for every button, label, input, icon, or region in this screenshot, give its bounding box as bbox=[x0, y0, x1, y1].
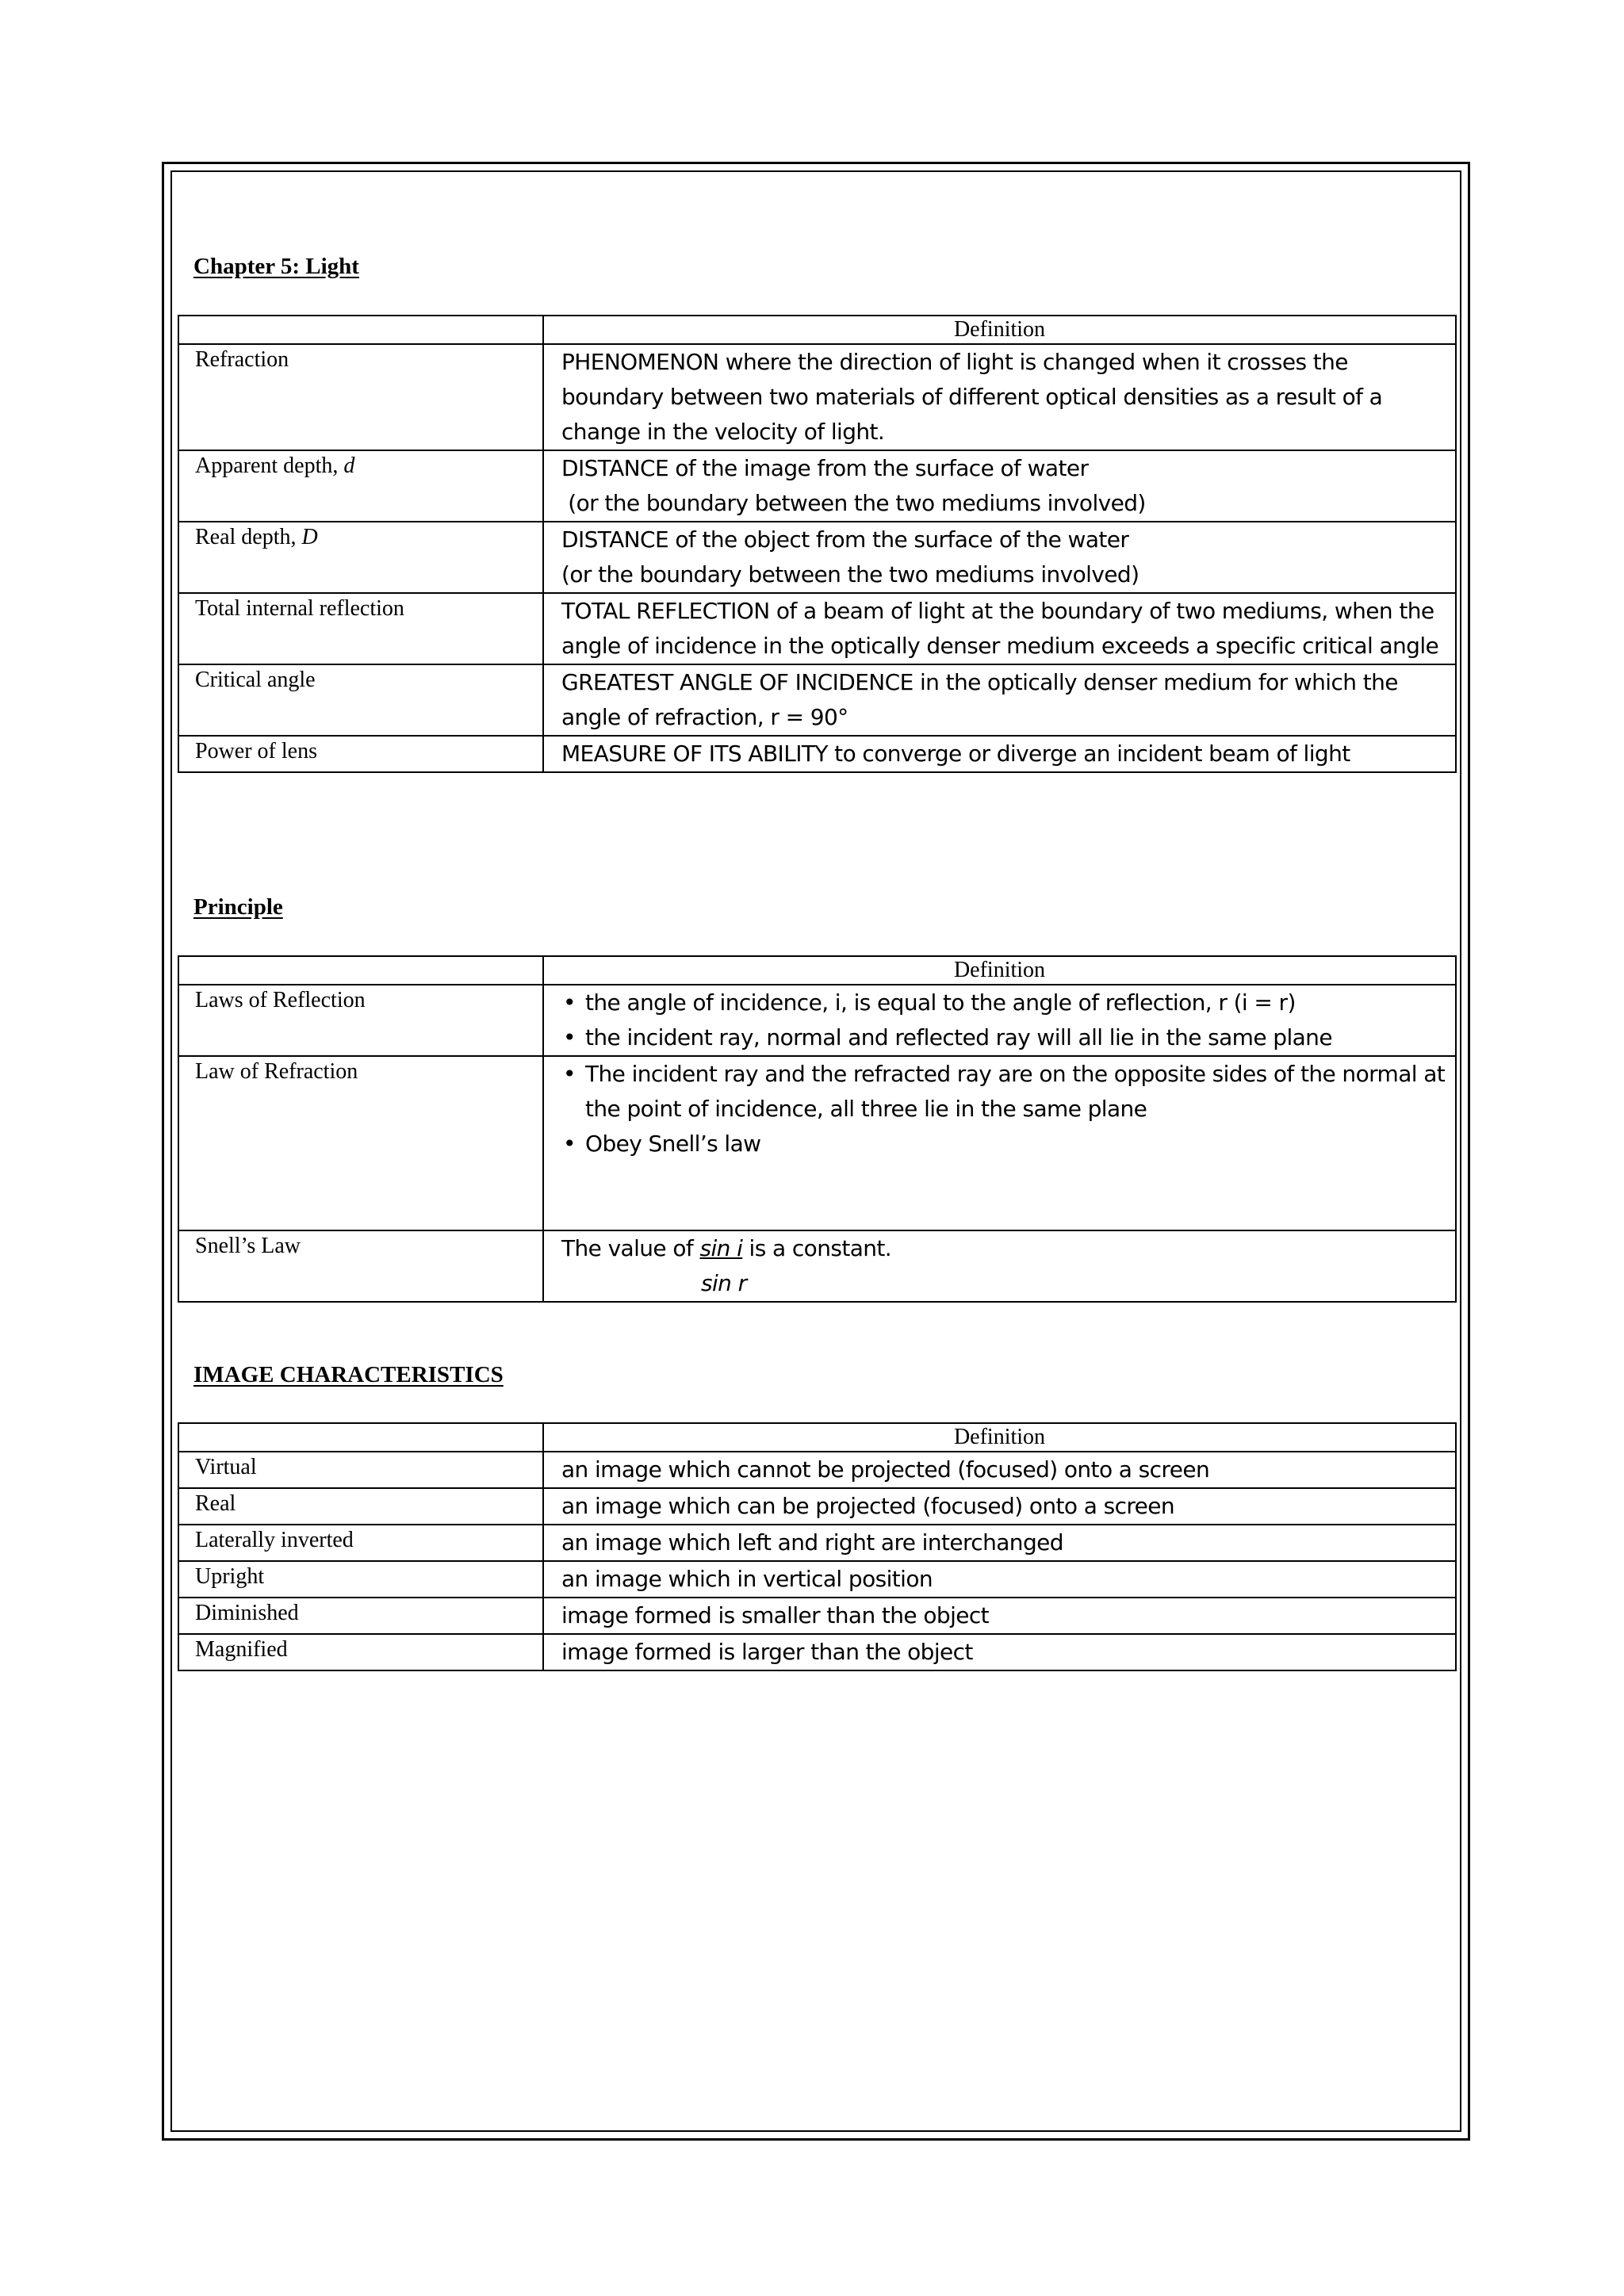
definition-upright: an image which in vertical position bbox=[543, 1561, 1456, 1598]
definition-laterally-inverted: an image which left and right are interchanged bbox=[543, 1525, 1456, 1561]
table-header-row bbox=[178, 316, 1456, 344]
table-row bbox=[178, 1561, 1456, 1598]
term-law-of-refraction: Law of Refraction bbox=[178, 1056, 543, 1230]
table-row bbox=[178, 664, 1456, 736]
term-real-depth: Real depth, D bbox=[178, 522, 543, 593]
definition-header: Definition bbox=[543, 316, 1456, 344]
table-row bbox=[178, 1634, 1456, 1670]
table-row bbox=[178, 1488, 1456, 1525]
list-item: • the incident ray, normal and reflected ray will all lie in the same plane bbox=[561, 1020, 1449, 1055]
term-apparent-depth: Apparent depth, d bbox=[178, 450, 543, 522]
definition-laws-of-reflection bbox=[543, 985, 1456, 1056]
table-header-row bbox=[178, 1423, 1456, 1452]
term-total-internal-reflection: Total internal reflection bbox=[178, 593, 543, 664]
table-row bbox=[178, 450, 1456, 522]
list-item: • Obey Snell’s law bbox=[561, 1127, 1449, 1161]
snells-law-prefix: The value of bbox=[561, 1235, 700, 1261]
real-depth-line2: (or the boundary between the two mediums involved) bbox=[561, 561, 1139, 587]
real-depth-line1: DISTANCE of the object from the surface of the water bbox=[561, 526, 1129, 553]
header-empty-cell bbox=[178, 1423, 543, 1452]
definition-snells-law bbox=[543, 1230, 1456, 1302]
header-empty-cell bbox=[178, 956, 543, 985]
snells-law-numerator: sin i bbox=[699, 1235, 743, 1261]
snells-law-suffix: is a constant. bbox=[742, 1235, 892, 1261]
term-diminished: Diminished bbox=[178, 1598, 543, 1634]
table-row bbox=[178, 344, 1456, 450]
definition-real: an image which can be projected (focused) onto a screen bbox=[543, 1488, 1456, 1525]
table-row bbox=[178, 522, 1456, 593]
list-item: • the angle of incidence, i, is equal to the angle of reflection, r (i = r) bbox=[561, 985, 1449, 1020]
term-real: Real bbox=[178, 1488, 543, 1525]
definition-refraction: PHENOMENON where the direction of light is changed when it crosses the boundary between two materials of different optical densities as a result of a change in the velocity of light. bbox=[543, 344, 1456, 450]
principle-definition-table bbox=[178, 955, 1457, 1303]
definition-law-of-refraction bbox=[543, 1056, 1456, 1230]
table-row bbox=[178, 1525, 1456, 1561]
definition-magnified: image formed is larger than the object bbox=[543, 1634, 1456, 1670]
definition-apparent-depth bbox=[543, 450, 1456, 522]
definition-header: Definition bbox=[543, 1423, 1456, 1452]
chapter-title: Chapter 5: Light bbox=[193, 254, 359, 279]
table-row bbox=[178, 736, 1456, 772]
table-row bbox=[178, 593, 1456, 664]
term-upright: Upright bbox=[178, 1561, 543, 1598]
definition-total-internal-reflection: TOTAL REFLECTION of a beam of light at the boundary of two mediums, when the angle of incidence in the optically denser medium exceeds a specific critical angle bbox=[543, 593, 1456, 664]
term-critical-angle: Critical angle bbox=[178, 664, 543, 736]
term-power-of-lens: Power of lens bbox=[178, 736, 543, 772]
snells-law-denominator: sin r bbox=[701, 1270, 747, 1296]
term-snells-law: Snell’s Law bbox=[178, 1230, 543, 1302]
header-empty-cell bbox=[178, 316, 543, 344]
table-row bbox=[178, 1230, 1456, 1302]
term-virtual: Virtual bbox=[178, 1452, 543, 1488]
image-characteristics-title: IMAGE CHARACTERISTICS bbox=[193, 1362, 504, 1387]
table-row bbox=[178, 1056, 1456, 1230]
term-refraction: Refraction bbox=[178, 344, 543, 450]
term-magnified: Magnified bbox=[178, 1634, 543, 1670]
term-laterally-inverted: Laterally inverted bbox=[178, 1525, 543, 1561]
definition-diminished: image formed is smaller than the object bbox=[543, 1598, 1456, 1634]
definition-power-of-lens: MEASURE OF ITS ABILITY to converge or diverge an incident beam of light bbox=[543, 736, 1456, 772]
list-item: • The incident ray and the refracted ray are on the opposite sides of the normal at the point of incidence, all three lie in the same plane bbox=[561, 1057, 1449, 1127]
term-laws-of-reflection: Laws of Reflection bbox=[178, 985, 543, 1056]
principle-title: Principle bbox=[193, 894, 283, 920]
image-characteristics-table bbox=[178, 1422, 1457, 1671]
table-row bbox=[178, 1598, 1456, 1634]
chapter-definition-table bbox=[178, 315, 1457, 773]
apparent-depth-line2: (or the boundary between the two mediums involved) bbox=[561, 490, 1146, 516]
apparent-depth-line1: DISTANCE of the image from the surface of water bbox=[561, 455, 1089, 481]
definition-virtual: an image which cannot be projected (focused) onto a screen bbox=[543, 1452, 1456, 1488]
table-row bbox=[178, 985, 1456, 1056]
definition-critical-angle: GREATEST ANGLE OF INCIDENCE in the optically denser medium for which the angle of refraction, r = 90° bbox=[543, 664, 1456, 736]
definition-real-depth bbox=[543, 522, 1456, 593]
table-header-row bbox=[178, 956, 1456, 985]
snells-law-line bbox=[561, 1231, 1449, 1266]
table-row bbox=[178, 1452, 1456, 1488]
definition-header: Definition bbox=[543, 956, 1456, 985]
